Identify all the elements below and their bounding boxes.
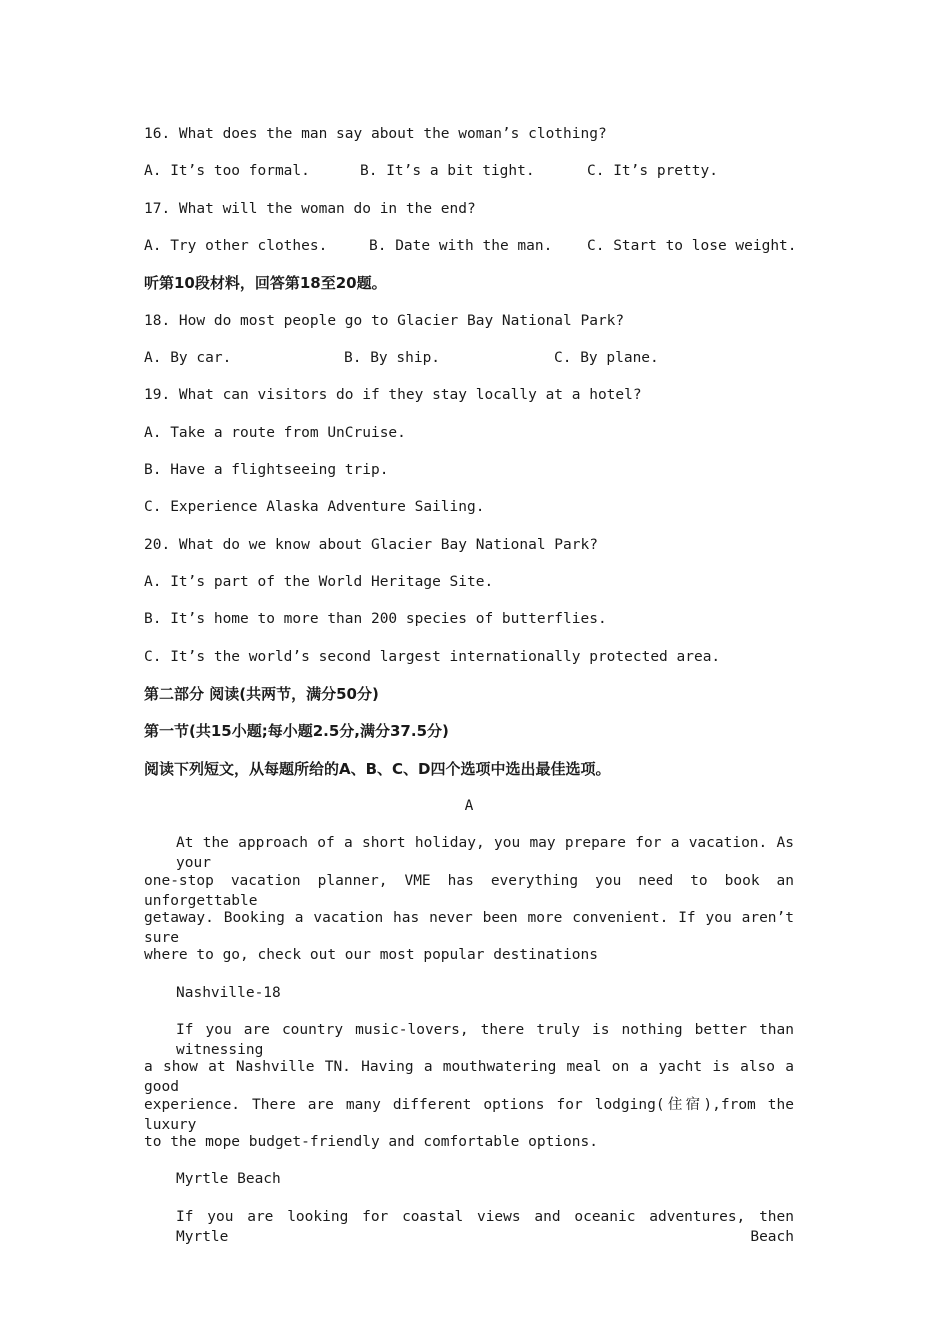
q16-option-c: C. It’s pretty. xyxy=(587,163,718,179)
intro-line-3: getaway. Booking a vacation has never been more convenient. If you aren’t sure xyxy=(144,910,794,946)
nashville-heading: Nashville-18 xyxy=(176,985,281,1001)
q19-option-c: C. Experience Alaska Adventure Sailing. xyxy=(144,499,485,515)
q17-option-b: B. Date with the man. xyxy=(369,238,553,254)
passage-label: A xyxy=(464,798,474,814)
q17-option-a: A. Try other clothes. xyxy=(144,238,328,254)
q19-option-b: B. Have a flightseeing trip. xyxy=(144,462,389,478)
q20-option-a: A. It’s part of the World Heritage Site. xyxy=(144,574,494,590)
section-10-instruction: 听第10段材料，回答第18至20题。 xyxy=(144,274,387,292)
q20-option-b: B. It’s home to more than 200 species of butterflies. xyxy=(144,611,607,627)
q18-option-b: B. By ship. xyxy=(344,350,441,366)
reading-instruction: 阅读下列短文，从每题所给的A、B、C、D四个选项中选出最佳选项。 xyxy=(144,760,611,778)
question-19: 19. What can visitors do if they stay locally at a hotel? xyxy=(144,387,642,403)
q18-option-a: A. By car. xyxy=(144,350,232,366)
myrtle-beach-line-1: If you are looking for coastal views and oceanic adventures, then Myrtle Beach xyxy=(176,1209,794,1245)
intro-line-1: At the approach of a short holiday, you may prepare for a vacation. As your xyxy=(176,835,794,871)
question-16: 16. What does the man say about the woman’s clothing? xyxy=(144,126,607,142)
question-17: 17. What will the woman do in the end? xyxy=(144,201,476,217)
q19-option-a: A. Take a route from UnCruise. xyxy=(144,425,406,441)
q18-option-c: C. By plane. xyxy=(554,350,659,366)
nashville-line-4: to the mope budget-friendly and comfortable options. xyxy=(144,1134,598,1150)
section-1-heading: 第一节(共15小题;每小题2.5分,满分37.5分) xyxy=(144,722,449,740)
question-20: 20. What do we know about Glacier Bay National Park? xyxy=(144,537,598,553)
nashville-line-1: If you are country music-lovers, there truly is nothing better than witnessing xyxy=(176,1022,794,1058)
intro-line-2: one-stop vacation planner, VME has everything you need to book an unforgettable xyxy=(144,873,794,909)
q17-option-c: C. Start to lose weight. xyxy=(587,238,797,254)
part-2-heading: 第二部分 阅读(共两节，满分50分) xyxy=(144,685,379,703)
myrtle-beach-heading: Myrtle Beach xyxy=(176,1171,281,1187)
nashville-line-3: experience. There are many different options for lodging(住宿),from the luxury xyxy=(144,1097,794,1133)
nashville-line-2: a show at Nashville TN. Having a mouthwatering meal on a yacht is also a good xyxy=(144,1059,794,1095)
intro-line-4: where to go, check out our most popular destinations xyxy=(144,947,598,963)
q16-option-b: B. It’s a bit tight. xyxy=(360,163,535,179)
q20-option-c: C. It’s the world’s second largest internationally protected area. xyxy=(144,649,721,665)
question-18: 18. How do most people go to Glacier Bay National Park? xyxy=(144,313,625,329)
q16-option-a: A. It’s too formal. xyxy=(144,163,310,179)
